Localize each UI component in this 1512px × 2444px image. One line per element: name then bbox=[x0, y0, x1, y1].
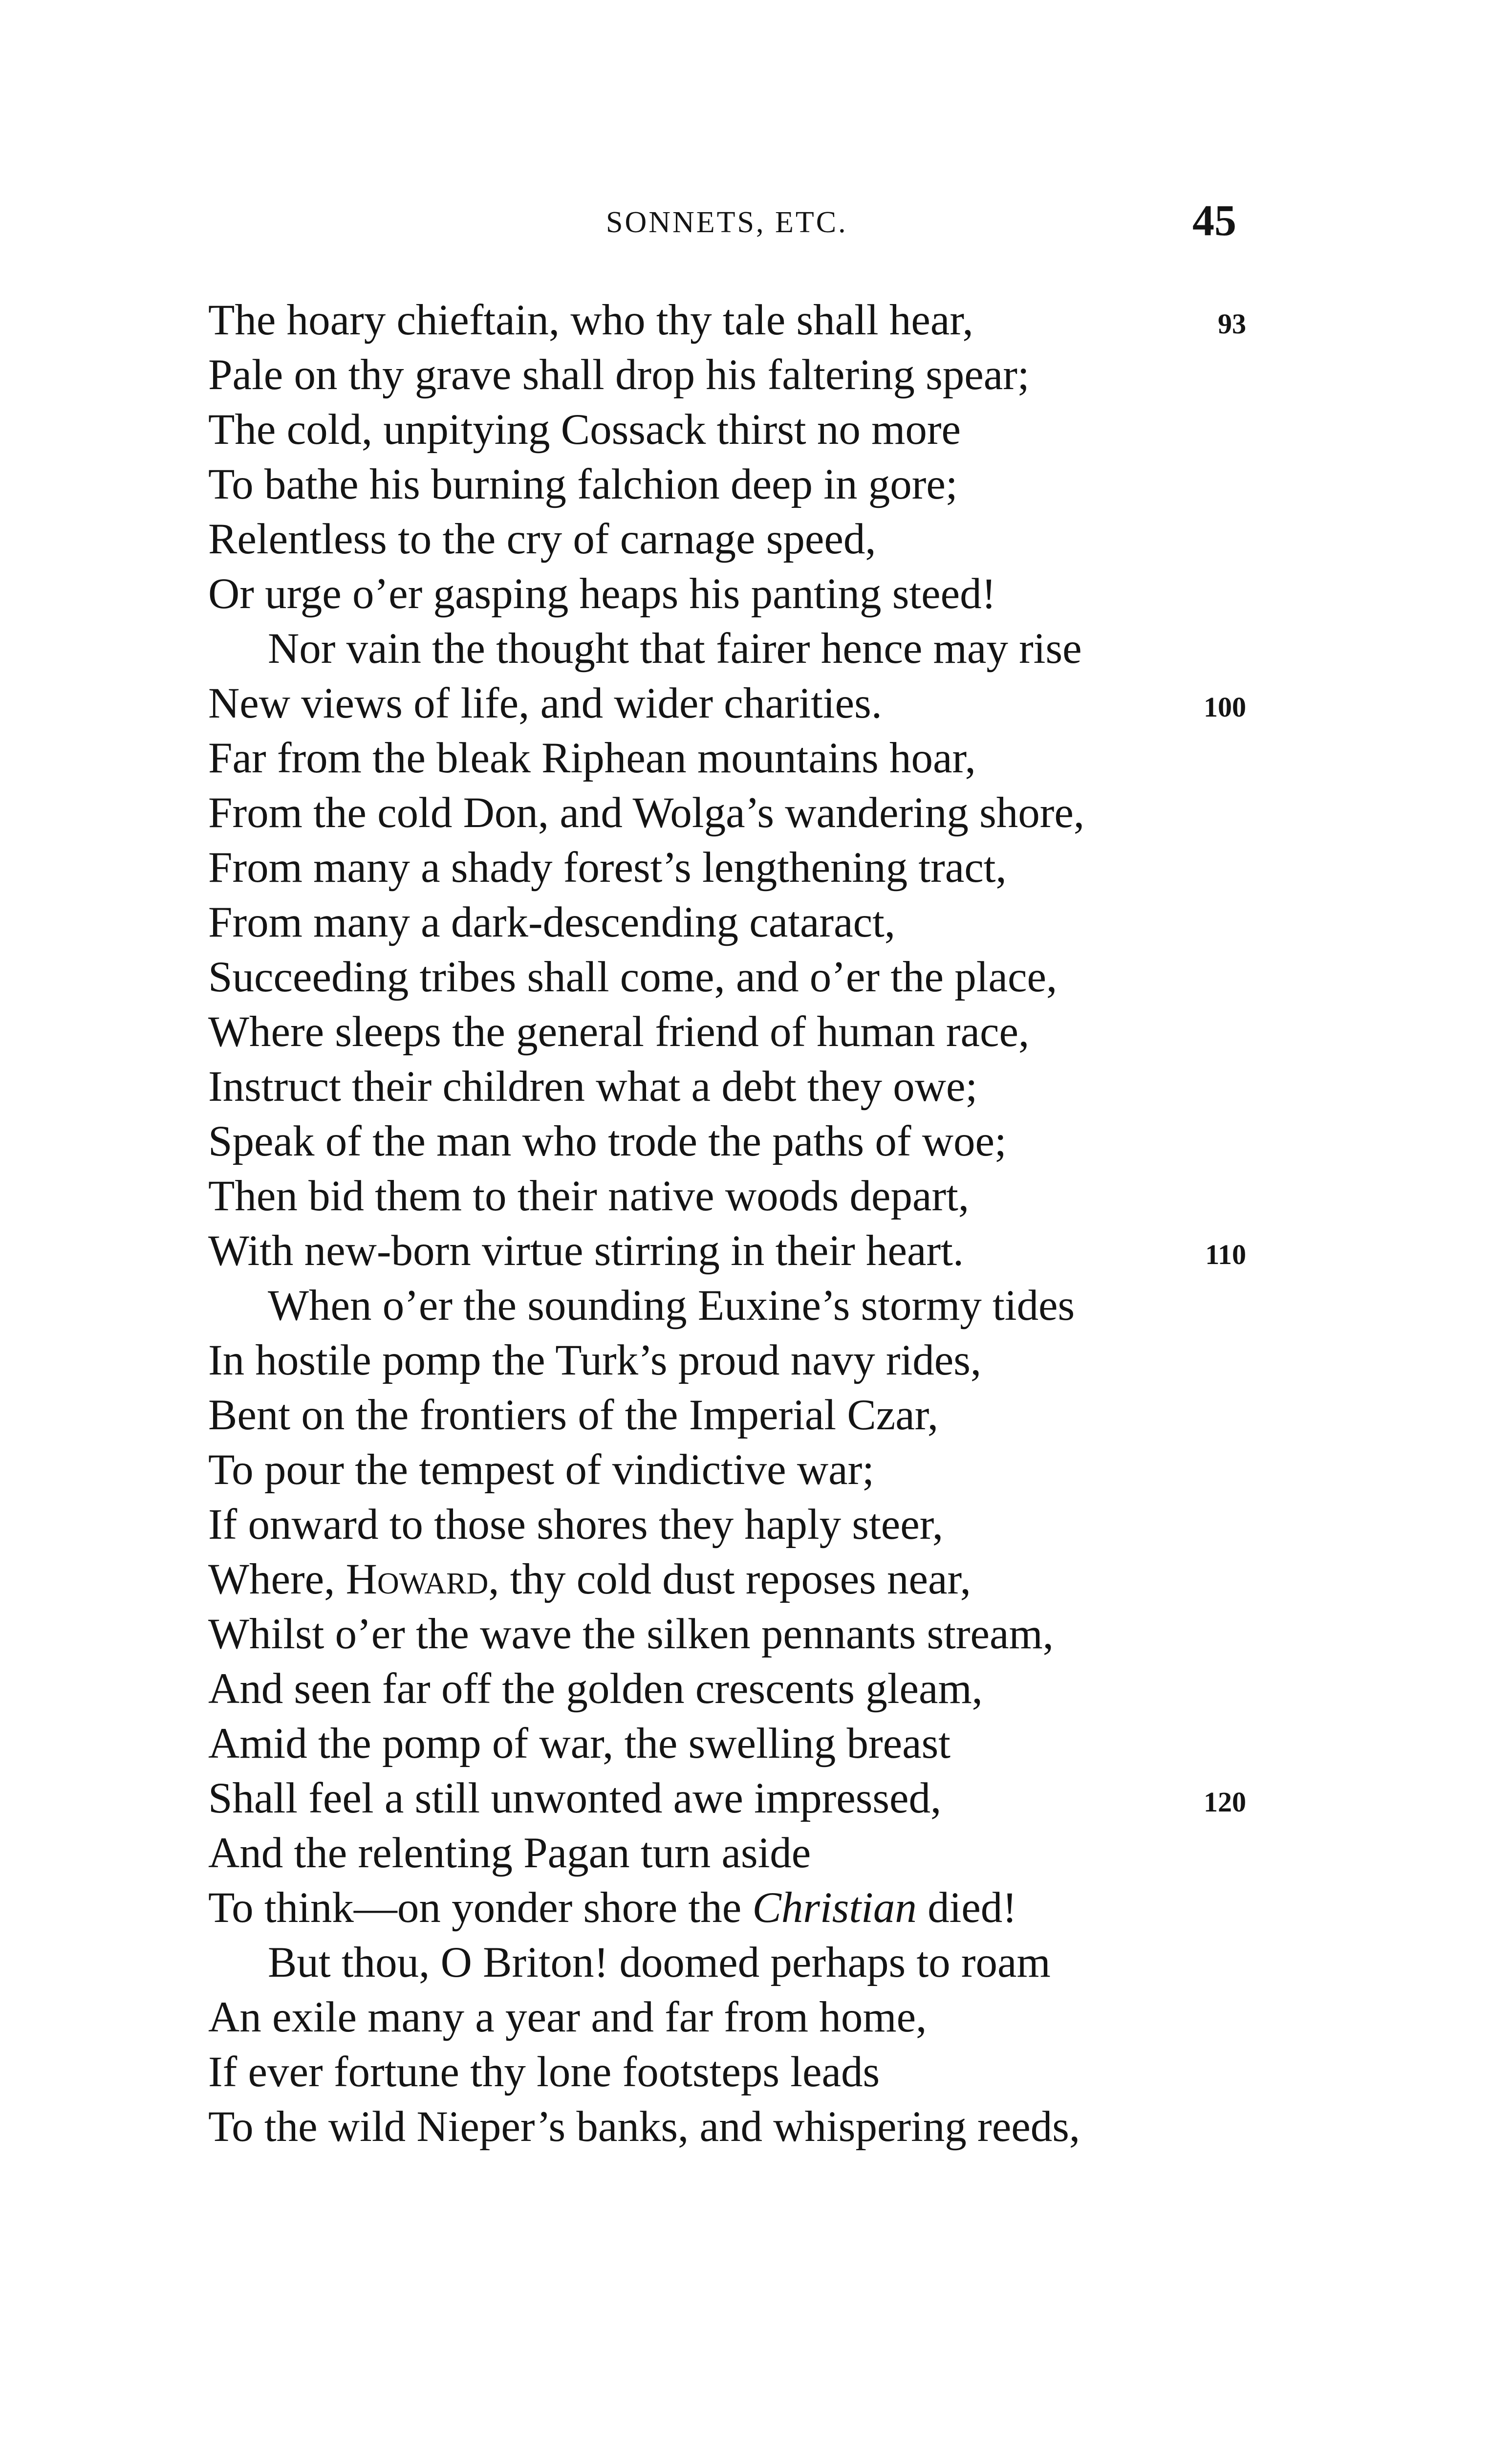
verse-line: From many a shady forest’s lengthening tract, bbox=[208, 844, 1007, 892]
verse-text: , thy cold dust reposes near, bbox=[488, 1555, 971, 1603]
page-number: 45 bbox=[1192, 196, 1236, 245]
verse-line: And the relenting Pagan turn aside bbox=[208, 1829, 811, 1877]
verse-text: died! bbox=[916, 1884, 1017, 1932]
verse-line: Bent on the frontiers of the Imperial Czar, bbox=[208, 1391, 939, 1439]
verse-line: In hostile pomp the Turk’s proud navy rides, bbox=[208, 1336, 982, 1384]
verse-line: Amid the pomp of war, the swelling breast bbox=[208, 1720, 950, 1768]
verse-line: Instruct their children what a debt they owe; bbox=[208, 1063, 978, 1111]
howard-name: Howard bbox=[346, 1555, 489, 1603]
verse-line bbox=[208, 1552, 971, 1606]
verse-line: Far from the bleak Riphean mountains hoar, bbox=[208, 734, 976, 782]
verse-line: Speak of the man who trode the paths of woe; bbox=[208, 1117, 1007, 1165]
verse-line: An exile many a year and far from home, bbox=[208, 1993, 927, 2041]
verse-line: If onward to those shores they haply steer, bbox=[208, 1501, 944, 1549]
verse-line: Then bid them to their native woods depart, bbox=[208, 1172, 970, 1220]
verse-text: To think—on yonder shore the bbox=[208, 1884, 753, 1932]
verse-line: Nor vain the thought that fairer hence may rise bbox=[268, 625, 1082, 673]
verse-line: To pour the tempest of vindictive war; bbox=[208, 1446, 875, 1494]
verse-line: Relentless to the cry of carnage speed, bbox=[208, 515, 876, 563]
verse-line: The cold, unpitying Cossack thirst no more bbox=[208, 406, 961, 454]
verse-line: Whilst o’er the wave the silken pennants stream, bbox=[208, 1610, 1054, 1658]
verse-line: Shall feel a still unwonted awe impressed, bbox=[208, 1774, 942, 1822]
line-number: 110 bbox=[1205, 1239, 1246, 1270]
christian-word: Christian bbox=[752, 1884, 917, 1932]
verse-line: The hoary chieftain, who thy tale shall hear, bbox=[208, 296, 973, 344]
verse-line: When o’er the sounding Euxine’s stormy tides bbox=[268, 1282, 1075, 1330]
running-title: SONNETS, ETC. bbox=[606, 206, 848, 239]
verse-line: And seen far off the golden crescents gleam, bbox=[208, 1665, 983, 1713]
verse-line: From the cold Don, and Wolga’s wandering shore, bbox=[208, 789, 1085, 837]
verse-line bbox=[208, 1881, 1017, 1935]
line-number: 93 bbox=[1218, 308, 1246, 340]
verse-line: Succeeding tribes shall come, and o’er the place, bbox=[208, 953, 1058, 1001]
verse-line: If ever fortune thy lone footsteps leads bbox=[208, 2048, 880, 2096]
verse-text: Where, bbox=[208, 1555, 346, 1603]
line-number: 120 bbox=[1204, 1786, 1246, 1818]
verse-line: With new-born virtue stirring in their heart. bbox=[208, 1227, 964, 1275]
verse-line: New views of life, and wider charities. bbox=[208, 679, 883, 727]
verse-line: From many a dark-descending cataract, bbox=[208, 898, 896, 946]
verse-line: But thou, O Briton! doomed perhaps to roam bbox=[268, 1939, 1051, 1986]
verse-line: To bathe his burning falchion deep in gore; bbox=[208, 460, 958, 508]
verse-line: Where sleeps the general friend of human race, bbox=[208, 1008, 1030, 1056]
line-number: 100 bbox=[1204, 691, 1246, 723]
verse-line: Pale on thy grave shall drop his faltering spear; bbox=[208, 351, 1030, 399]
verse-line: Or urge o’er gasping heaps his panting steed! bbox=[208, 570, 996, 618]
verse-line: To the wild Nieper’s banks, and whispering reeds, bbox=[208, 2103, 1080, 2151]
